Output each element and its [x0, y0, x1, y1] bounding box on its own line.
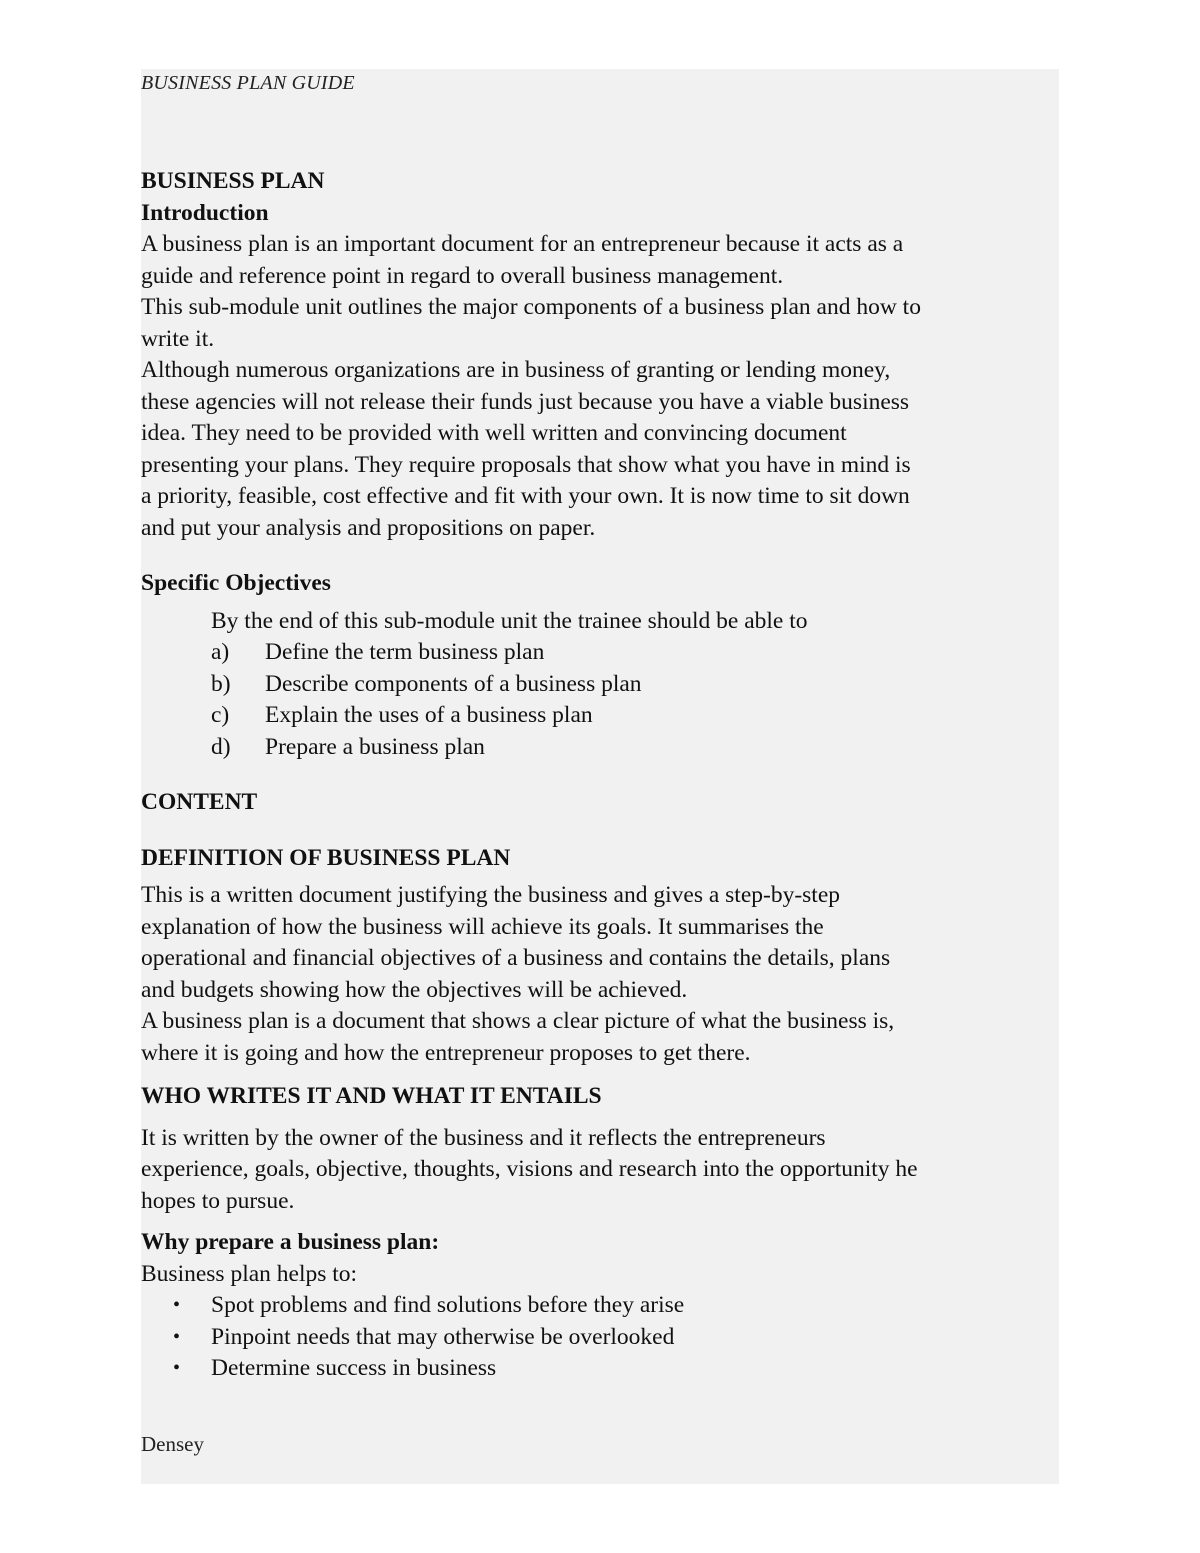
why-prepare-lead: Business plan helps to: [141, 1260, 358, 1287]
text-line: a priority, feasible, cost effective and fit with your own. It is now time to sit down [141, 483, 910, 509]
list-item-text: Describe components of a business plan [265, 670, 642, 697]
objectives-heading: Specific Objectives [141, 570, 331, 596]
text-line: guide and reference point in regard to overall business management. [141, 262, 784, 289]
list-marker: d) [211, 733, 231, 760]
text-line: It is written by the owner of the business and it reflects the entrepreneurs [141, 1124, 826, 1151]
running-header: BUSINESS PLAN GUIDE [141, 72, 355, 94]
introduction-heading: Introduction [141, 199, 269, 226]
why-prepare-heading: Why prepare a business plan: [141, 1229, 440, 1255]
text-line: Although numerous organizations are in business of granting or lending money, [141, 357, 891, 383]
list-item [141, 1353, 1059, 1385]
who-writes-text [141, 1123, 1059, 1218]
list-item [141, 700, 1059, 732]
text-line: experience, goals, objective, thoughts, visions and research into the opportunity he [141, 1156, 918, 1182]
bullet-icon: • [173, 1357, 181, 1379]
content-heading: CONTENT [141, 789, 258, 815]
text-line: presenting your plans. They require proposals that show what you have in mind is [141, 451, 911, 478]
introduction-text [141, 229, 1059, 544]
text-line: This is a written document justifying the business and gives a step-by-step [141, 882, 841, 908]
document-body [141, 166, 1059, 1385]
list-item [141, 637, 1059, 669]
list-item-text: Spot problems and find solutions before they arise [211, 1292, 685, 1318]
list-item [141, 669, 1059, 701]
list-marker: a) [211, 639, 230, 665]
definition-heading: DEFINITION OF BUSINESS PLAN [141, 844, 511, 871]
list-item-text: Prepare a business plan [265, 733, 485, 760]
running-footer: Densey [141, 1432, 204, 1456]
text-line: these agencies will not release their funds just because you have a viable business [141, 388, 910, 415]
who-writes-heading: WHO WRITES IT AND WHAT IT ENTAILS [141, 1083, 602, 1109]
list-marker: b) [211, 670, 231, 697]
text-line: idea. They need to be provided with well written and convincing document [141, 420, 847, 446]
objectives-list [141, 637, 1059, 763]
text-line: hopes to pursue. [141, 1187, 295, 1214]
text-line: explanation of how the business will achieve its goals. It summarises the [141, 913, 824, 940]
text-line: write it. [141, 325, 215, 352]
text-line: and put your analysis and propositions on paper. [141, 514, 596, 541]
list-item [141, 1322, 1059, 1354]
bullet-icon: • [173, 1325, 181, 1348]
text-line: operational and financial objectives of a business and contains the details, plans [141, 945, 891, 971]
list-item-text: Determine success in business [211, 1355, 497, 1381]
list-item-text: Explain the uses of a business plan [265, 702, 593, 728]
list-item-text: Define the term business plan [265, 639, 545, 665]
list-item [141, 1290, 1059, 1322]
main-title: BUSINESS PLAN [141, 168, 325, 194]
text-line: This sub-module unit outlines the major components of a business plan and how to [141, 294, 921, 320]
text-line: and budgets showing how the objectives will be achieved. [141, 976, 688, 1003]
objectives-lead: By the end of this sub-module unit the trainee should be able to [211, 607, 808, 634]
list-item [141, 732, 1059, 764]
list-item-text: Pinpoint needs that may otherwise be overlooked [211, 1323, 675, 1350]
text-line: where it is going and how the entrepreneur proposes to get there. [141, 1039, 751, 1066]
text-line: A business plan is a document that shows a clear picture of what the business is, [141, 1008, 895, 1034]
why-prepare-list [141, 1290, 1059, 1385]
bullet-icon: • [173, 1294, 181, 1316]
list-marker: c) [211, 702, 230, 728]
definition-text [141, 880, 1059, 1069]
text-line: A business plan is an important document for an entrepreneur because it acts as a [141, 231, 904, 257]
